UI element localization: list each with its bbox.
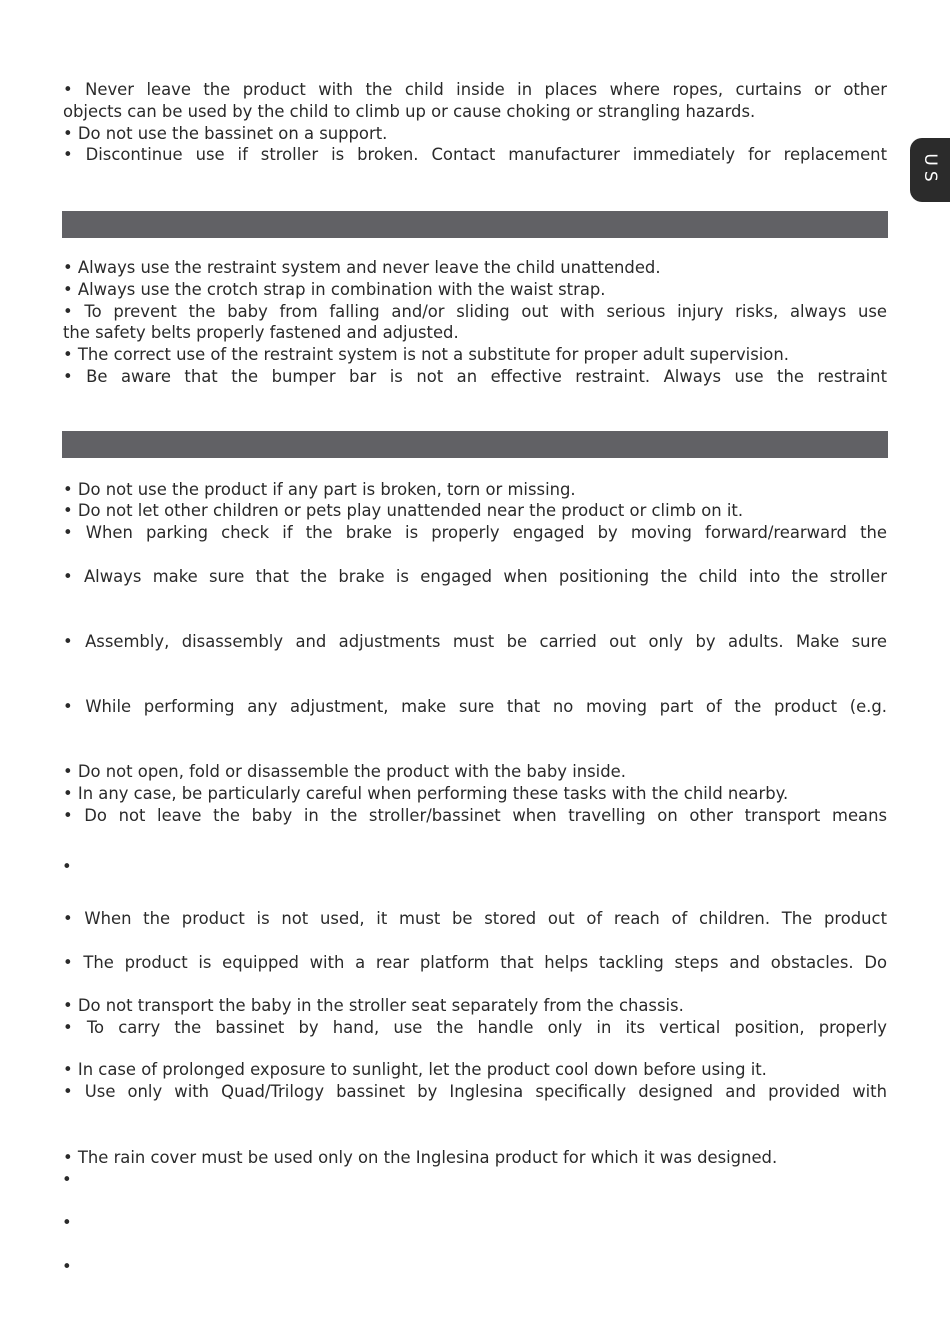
section-header-bar [62,211,888,238]
text-line: • To prevent the baby from falling and/or sliding out with serious injury risks, always use [63,302,887,321]
text-line: • In case of prolonged exposure to sunlight, let the product cool down before using it. [63,1060,767,1079]
text-line: • Discontinue use if stroller is broken. Contact manufacturer immediately for replacement [63,145,887,164]
text-line: • Assembly, disassembly and adjustments must be carried out only by adults. Make sure [63,632,887,651]
text-line: • While performing any adjustment, make sure that no moving part of the product (e.g. [63,697,887,716]
text-line: • Never leave the product with the child inside in places where ropes, curtains or other [63,80,887,99]
text-line: • The correct use of the restraint system is not a substitute for proper adult supervision. [63,345,789,364]
text-line: • Do not let other children or pets play unattended near the product or climb on it. [63,501,744,520]
text-line: • Be aware that the bumper bar is not an effective restraint. Always use the restraint [63,367,887,386]
text-line: • Always use the restraint system and never leave the child unattended. [63,258,661,277]
text-line: • The rain cover must be used only on the Inglesina product for which it was designed. [63,1148,778,1167]
text-line: • Do not open, fold or disassemble the product with the baby inside. [63,762,626,781]
text-line: • To carry the bassinet by hand, use the handle only in its vertical position, properly [63,1018,887,1037]
text-line: the safety belts properly fastened and adjusted. [63,323,459,342]
text-line: • When parking check if the brake is properly engaged by moving forward/rearward the [63,523,887,542]
language-tab-label: US [920,153,940,187]
text-line: • Do not use the product if any part is broken, torn or missing. [63,480,576,499]
text-line: • Do not transport the baby in the stroller seat separately from the chassis. [63,996,684,1015]
text-line: • Always use the crotch strap in combination with the waist strap. [63,280,606,299]
text-line: • Do not use the bassinet on a support. [63,124,388,143]
text-line: • In any case, be particularly careful when performing these tasks with the child nearby. [63,784,789,803]
language-tab [910,138,950,202]
text-line: • The product is equipped with a rear platform that helps tackling steps and obstacles. Do [63,953,887,972]
bullet: • [62,1213,72,1232]
bullet: • [62,857,72,876]
bullet: • [62,1170,72,1189]
text-line: • When the product is not used, it must be stored out of reach of children. The product [63,909,887,928]
text-line: objects can be used by the child to climb up or cause choking or strangling hazards. [63,102,756,121]
text-line: • Use only with Quad/Trilogy bassinet by Inglesina specifically designed and provided with [63,1082,887,1101]
bullet: • [62,1257,72,1276]
section-header-bar [62,431,888,458]
text-line: • Do not leave the baby in the stroller/bassinet when travelling on other transport means [63,806,887,825]
text-line: • Always make sure that the brake is engaged when positioning the child into the stroller [63,567,887,586]
